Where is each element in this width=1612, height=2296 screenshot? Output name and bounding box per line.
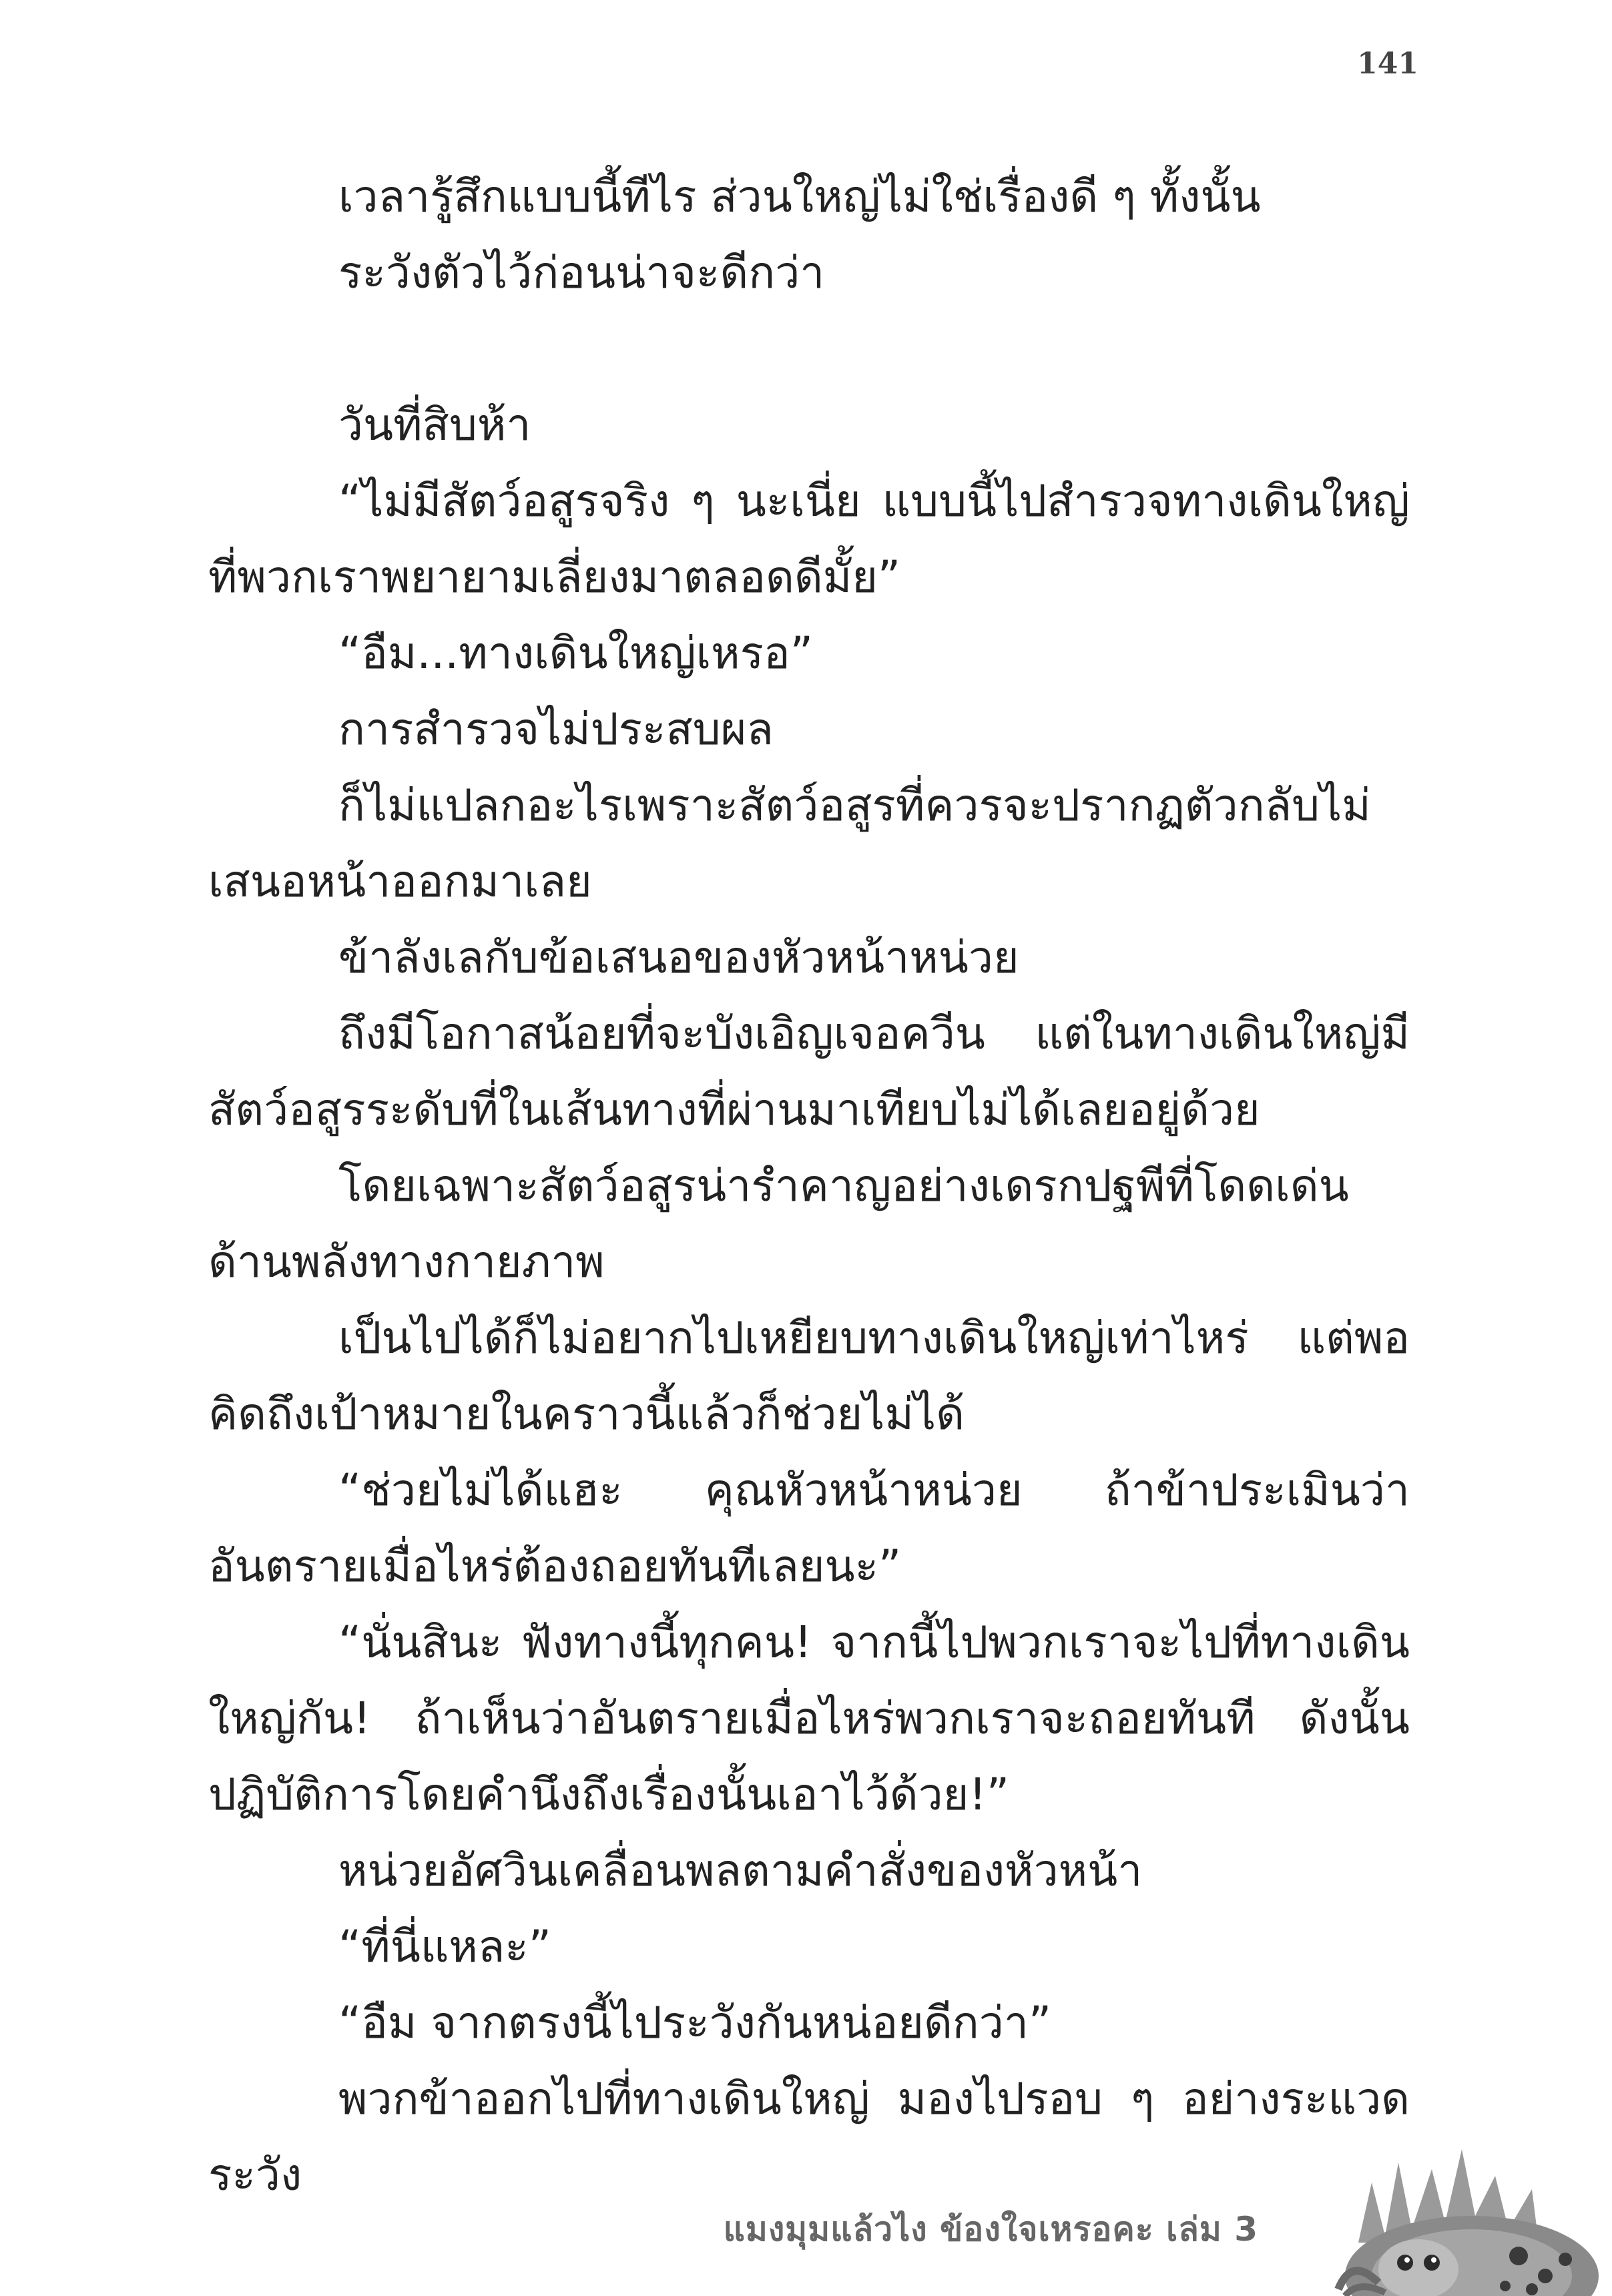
paragraph-6: การสำรวจไม่ประสบผล: [338, 703, 774, 755]
paragraph-16: “อืม จากตรงนี้ไประวังกันหน่อยดีกว่า”: [338, 1997, 1052, 2048]
paragraph-3: วันที่สิบห้า: [338, 399, 531, 451]
paragraph-12: “ช่วยไม่ได้แฮะ คุณหัวหน้าหน่วย ถ้าข้าประเมินว่าอันตรายเมื่อไหร่ต้องถอยทันทีเลยนะ”: [208, 1464, 1410, 1592]
paragraph-14: หน่วยอัศวินเคลื่อนพลตามคำสั่งของหัวหน้า: [338, 1845, 1143, 1896]
paragraph-15: “ที่นี่แหละ”: [338, 1921, 551, 1972]
paragraph-8: ข้าลังเลกับข้อเสนอของหัวหน้าหน่วย: [338, 932, 1019, 983]
paragraph-9: ถึงมีโอกาสน้อยที่จะบังเอิญเจอควีน แต่ในทางเดินใหญ่มีสัตว์อสูรระดับที่ในเส้นทางที่ผ่านมาเทียบไม่ได้เลยอยู่ด้วย: [208, 1008, 1410, 1135]
paragraph-4: “ไม่มีสัตว์อสูรจริง ๆ นะเนี่ย แบบนี้ไปสำรวจทางเดินใหญ่ที่พวกเราพยายามเลี่ยงมาตลอดดีมั้ย”: [208, 475, 1410, 603]
page-number: 141: [1357, 47, 1418, 81]
paragraph-11: เป็นไปได้ก็ไม่อยากไปเหยียบทางเดินใหญ่เท่าไหร่ แต่พอคิดถึงเป้าหมายในคราวนี้แล้วก็ช่วยไม่ได้: [208, 1312, 1410, 1440]
paragraph-2: ระวังตัวไว้ก่อนน่าจะดีกว่า: [338, 247, 825, 298]
paragraph-7: ก็ไม่แปลกอะไรเพราะสัตว์อสูรที่ควรจะปรากฏตัวกลับไม่เสนอหน้าออกมาเลย: [208, 780, 1371, 907]
paragraph-13: “นั่นสินะ ฟังทางนี้ทุกคน! จากนี้ไปพวกเราจะไปที่ทางเดินใหญ่กัน! ถ้าเห็นว่าอันตรายเมื่อไหร่พวกเราจะถอยทันที ดังนั้นปฏิบัติการโดยคำนึงถึงเรื่องนั้นเอาไว้ด้วย!”: [208, 1617, 1410, 1820]
book-title: แมงมุมแล้วไง ข้องใจเหรอคะ เล่ม 3: [723, 2210, 1258, 2249]
paragraph-17: พวกข้าออกไปที่ทางเดินใหญ่ มองไปรอบ ๆ อย่างระแวดระวัง: [208, 2073, 1410, 2201]
paragraph-10: โดยเฉพาะสัตว์อสูรน่ารำคาญอย่างเดรกปฐพีที่โดดเด่นด้านพลังทางกายภาพ: [208, 1160, 1349, 1287]
spider-mascot-icon: [1318, 2122, 1599, 2296]
paragraph-5: “อืม...ทางเดินใหญ่เหรอ”: [338, 627, 813, 679]
paragraph-gap: [208, 311, 1410, 387]
paragraph-1: เวลารู้สึกแบบนี้ทีไร ส่วนใหญ่ไม่ใช่เรื่องดี ๆ ทั้งนั้น: [338, 171, 1261, 222]
body-text: [208, 159, 1410, 2213]
page-footer: [0, 2122, 1612, 2296]
